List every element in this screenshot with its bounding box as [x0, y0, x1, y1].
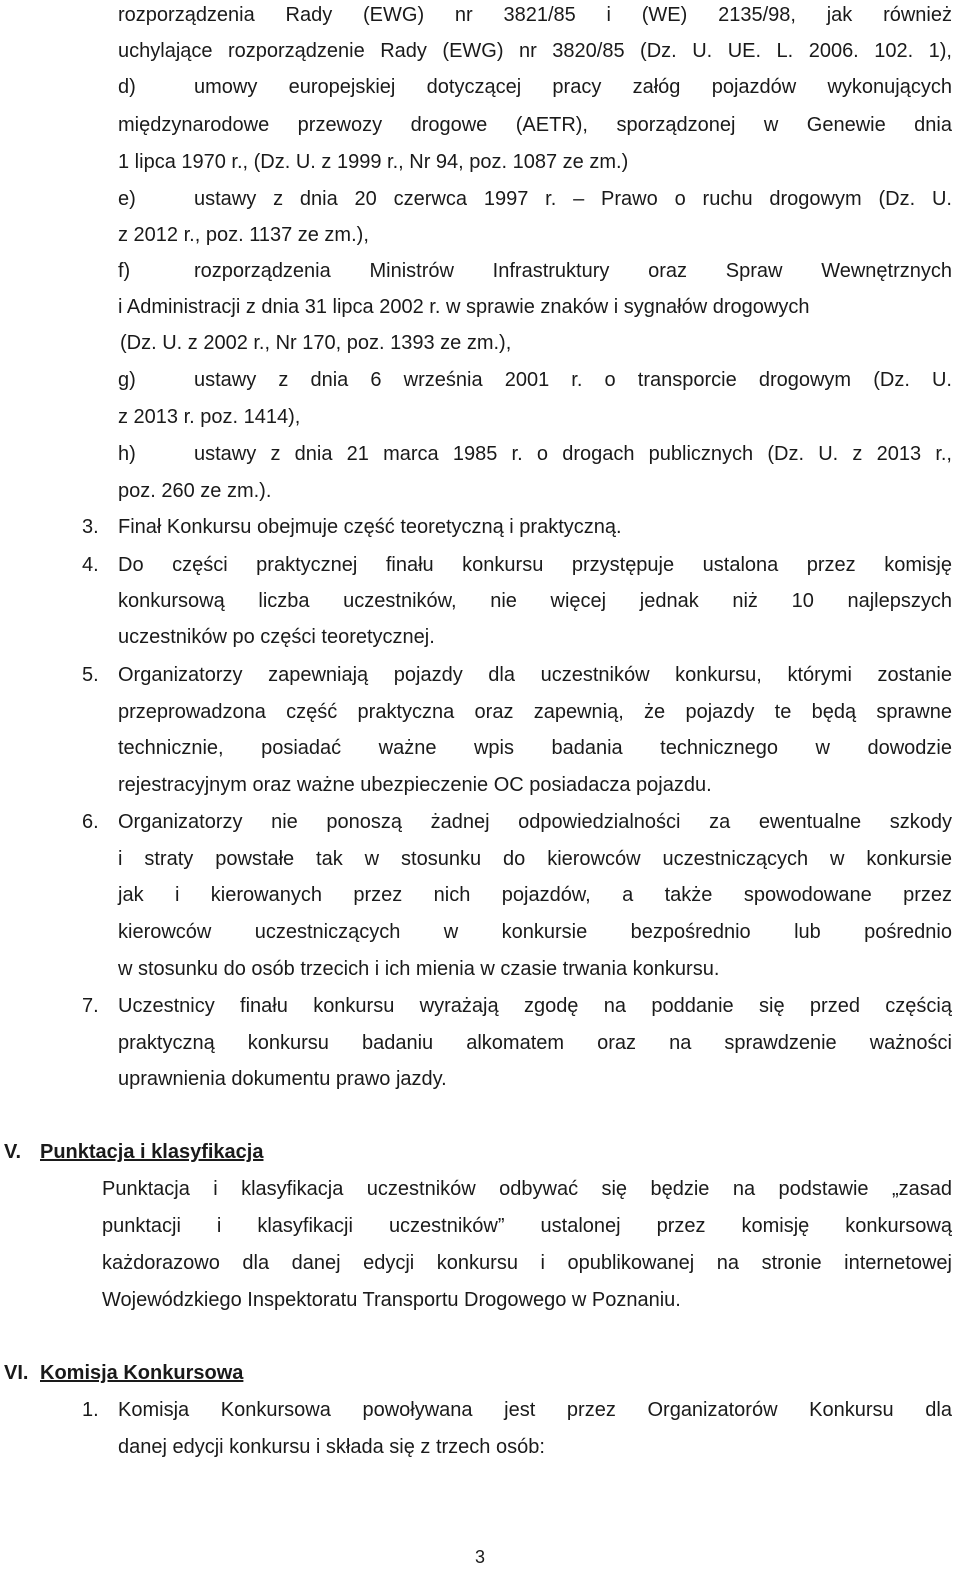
section-v-line-3: każdorazowo dla danej edycji konkursu i opublikowanej na stronie internetowej	[102, 1252, 952, 1274]
list-item-f-line-2: i Administracji z dnia 31 lipca 2002 r. w sprawie znaków i sygnałów drogowych	[118, 296, 810, 318]
list-item-f-line-1: rozporządzenia Ministrów Infrastruktury oraz Spraw Wewnętrznych	[194, 260, 952, 282]
point-5-line-2: przeprowadzona część praktyczna oraz zapewnią, że pojazdy te będą sprawne	[118, 701, 952, 723]
list-item-g-line-2: z 2013 r. poz. 1414),	[118, 406, 301, 428]
point-7-line-1: Uczestnicy finału konkursu wyrażają zgodę na poddanie się przed częścią	[118, 995, 952, 1017]
section-v-title	[40, 1139, 263, 1165]
list-item-e-line-2: z 2012 r., poz. 1137 ze zm.),	[118, 224, 369, 246]
section-v-title-text: Punktacja i klasyfikacja	[40, 1141, 264, 1163]
list-item-c-line-1: rozporządzenia Rady (EWG) nr 3821/85 i (WE) 2135/98, jak również	[118, 4, 952, 26]
section-vi-number: VI.	[4, 1362, 29, 1384]
list-item-f-line-3: (Dz. U. z 2002 r., Nr 170, poz. 1393 ze zm.),	[120, 332, 512, 354]
section-v-line-4: Wojewódzkiego Inspektoratu Transportu Drogowego w Poznaniu.	[102, 1289, 681, 1311]
list-item-e-line-1: ustawy z dnia 20 czerwca 1997 r. – Prawo o ruchu drogowym (Dz. U.	[194, 188, 952, 210]
section-v-number: V.	[4, 1141, 22, 1163]
section-vi-title	[40, 1360, 243, 1386]
section-vi-title-text: Komisja Konkursowa	[40, 1362, 244, 1384]
point-3-line-1: Finał Konkursu obejmuje część teoretyczną i praktyczną.	[118, 516, 622, 538]
point-4-number: 4.	[82, 554, 99, 576]
point-5-line-1: Organizatorzy zapewniają pojazdy dla uczestników konkursu, którymi zostanie	[118, 664, 952, 686]
point-5-number: 5.	[82, 664, 99, 686]
list-item-h-label: h)	[118, 443, 136, 465]
point-6-line-1: Organizatorzy nie ponoszą żadnej odpowiedzialności za ewentualne szkody	[118, 811, 952, 833]
list-item-g-line-1: ustawy z dnia 6 września 2001 r. o transporcie drogowym (Dz. U.	[194, 369, 952, 391]
point-7-line-3: uprawnienia dokumentu prawo jazdy.	[118, 1068, 447, 1090]
page-number: 3	[474, 1547, 485, 1567]
point-6-line-2: i straty powstałe tak w stosunku do kierowców uczestniczących w konkursie	[118, 848, 952, 870]
section-v-line-2: punktacji i klasyfikacji uczestników” ustalonej przez komisję konkursową	[102, 1215, 952, 1237]
list-item-d-line-2: międzynarodowe przewozy drogowe (AETR), sporządzonej w Genewie dnia	[118, 114, 952, 136]
point-4-line-2: konkursową liczba uczestników, nie więcej jednak niż 10 najlepszych	[118, 590, 952, 612]
list-item-c-line-2: uchylające rozporządzenie Rady (EWG) nr 3820/85 (Dz. U. UE. L. 2006. 102. 1),	[118, 40, 952, 62]
list-item-f-label: f)	[118, 260, 131, 282]
point-5-line-3: technicznie, posiadać ważne wpis badania technicznego w dowodzie	[118, 737, 952, 759]
list-item-g-label: g)	[118, 369, 136, 391]
section-vi-item-1-line-1: Komisja Konkursowa powoływana jest przez Organizatorów Konkursu dla	[118, 1399, 952, 1421]
point-7-line-2: praktyczną konkursu badaniu alkomatem oraz na sprawdzenie ważności	[118, 1032, 952, 1054]
point-4-line-3: uczestników po części teoretycznej.	[118, 626, 435, 648]
point-4-line-1: Do części praktycznej finału konkursu przystępuje ustalona przez komisję	[118, 554, 952, 576]
section-v-line-1: Punktacja i klasyfikacja uczestników odbywać się będzie na podstawie „zasad	[102, 1178, 952, 1200]
list-item-h-line-2: poz. 260 ze zm.).	[118, 480, 272, 502]
point-5-line-4: rejestracyjnym oraz ważne ubezpieczenie OC posiadacza pojazdu.	[118, 774, 712, 796]
section-vi-item-1-number: 1.	[82, 1399, 99, 1421]
point-7-number: 7.	[82, 995, 99, 1017]
point-6-line-4: kierowców uczestniczących w konkursie bezpośrednio lub pośrednio	[118, 921, 952, 943]
list-item-e-label: e)	[118, 188, 136, 210]
point-6-line-3: jak i kierowanych przez nich pojazdów, a także spowodowane przez	[118, 884, 952, 906]
list-item-h-line-1: ustawy z dnia 21 marca 1985 r. o drogach publicznych (Dz. U. z 2013 r.,	[194, 443, 952, 465]
point-6-number: 6.	[82, 811, 99, 833]
list-item-d-label: d)	[118, 76, 136, 98]
list-item-d-line-3: 1 lipca 1970 r., (Dz. U. z 1999 r., Nr 94, poz. 1087 ze zm.)	[118, 151, 629, 173]
point-6-line-5: w stosunku do osób trzecich i ich mienia w czasie trwania konkursu.	[118, 958, 720, 980]
list-item-d-line-1: umowy europejskiej dotyczącej pracy załóg pojazdów wykonujących	[194, 76, 952, 98]
point-3-number: 3.	[82, 516, 99, 538]
section-vi-item-1-line-2: danej edycji konkursu i składa się z trzech osób:	[118, 1436, 545, 1458]
